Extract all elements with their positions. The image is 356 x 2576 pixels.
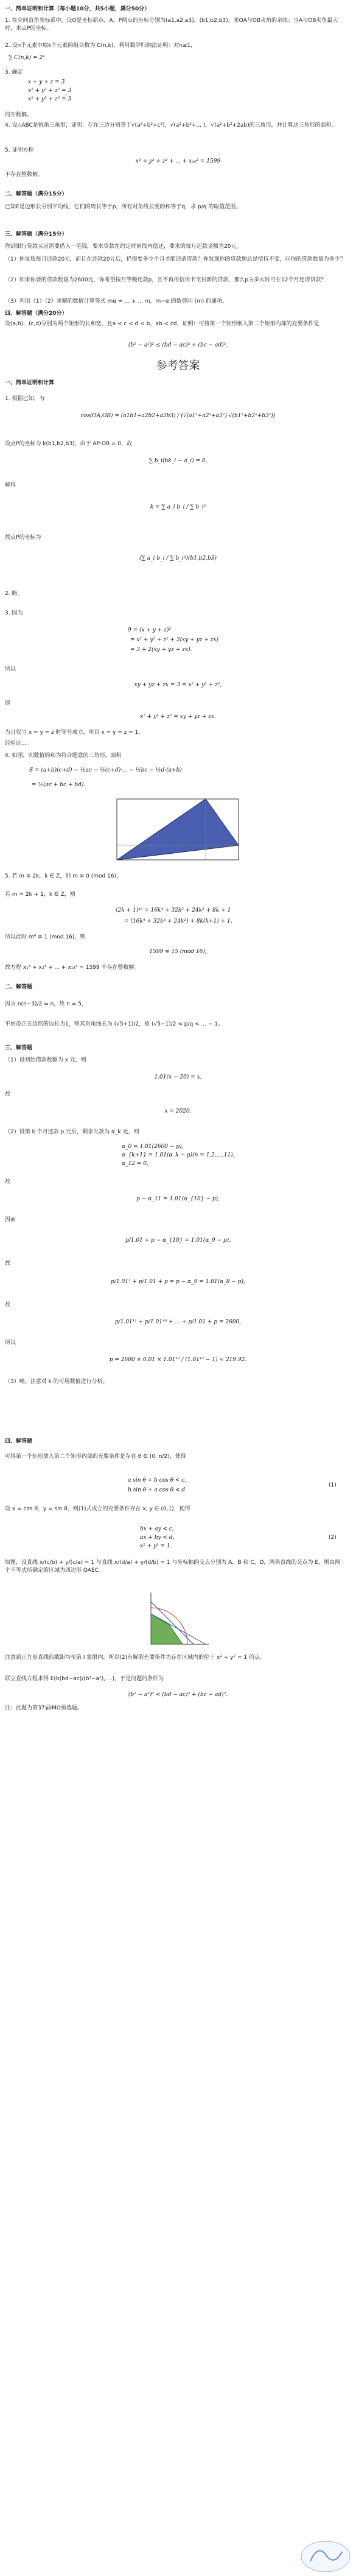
sys9b-line3: x² + y² = 1. — [140, 1543, 172, 1549]
label-jie: 解得 — [5, 482, 16, 488]
problem-6: 已知E是边形长分别平均线，它们的周长等于p，所有对角线长度的和等于q，求 p/q 的取值范围。 — [5, 204, 242, 210]
label-gu-3: 故 — [5, 1261, 11, 1267]
answer-3: 3. 因为 — [5, 610, 23, 616]
problem-7-2: （2）如果你要的贷款数量为2600元，你希望按月等额还款p，且不再用信用卡支付新的贷款，那么p为多大时可在12个月还清贷款？ — [5, 277, 327, 283]
problem-3: 3. 确定 — [5, 69, 23, 76]
answer-6b: 不妨设正五边形的边长为1，则其对角线长为 (√5+1)/2，故 (√5−1)/2 < p/q < ... − 1。 — [5, 1021, 224, 1027]
eq5-line2: = (16k⁴ + 32k³ + 24k²) + 8k(k+1) + 1, — [124, 918, 232, 924]
label-gu-4: 故 — [5, 1302, 11, 1308]
eq-number-2: (2) — [329, 1535, 337, 1541]
answer-2: 2. 略。 — [5, 591, 23, 597]
label-suoyi-2: 所以 — [5, 1340, 16, 1346]
problem-1: 1. 在空间直角坐标系中，设O是坐标原点，A，P两点的坐标分别为(a1,a2,a3)，(b1,b2,b3)，求OA与OB夹角的余弦；当A与OB夹角最大时，求点P的坐标。 — [5, 18, 338, 32]
answer-4: 4. 如图，则数值的和为符合题意的三角形，面积 — [5, 753, 122, 759]
eq7b: x = 2020. — [164, 1108, 192, 1114]
problem-2: 2. 设n个元素中取k个元素的组合数为 C(n,k)，利用数学归纳法证明：对n≥1， — [5, 43, 197, 49]
p-coordinates: (∑ a_i b_i / ∑ b_i²)(b1,b2,b3) — [139, 555, 217, 561]
answer-9d: 注意到正方形直线的截距均至第 I 象限内，所以(2)有解的充要条件为存在区域内的位于 x² + y² = 1 的点。 — [5, 1655, 265, 1661]
problem-5-end: 不存在整数解。 — [5, 172, 44, 178]
problem-7: 你到银行贷款买房需要借入一笔钱，要求贷款在约定时间段内偿还，要求的每月还款金额为20元。 — [5, 244, 242, 250]
answer-1b: 设点P的坐标为 k(b1,b2,b3)，由于 AP·OB = 0，故 — [5, 441, 133, 447]
answer-5: 5. 若 m ≡ 2k，k ∈ Z，则 m ≡ 0 (mod 16)， — [5, 873, 122, 879]
eq3-line1: 9 = (x + y + z)² — [128, 627, 172, 633]
region-figure — [145, 1589, 212, 1650]
system-eq-3: x⁵ + y⁵ + z⁵ = 3 — [28, 96, 72, 102]
label-suoyi: 所以 — [5, 666, 16, 672]
label-gu-2: 故 — [5, 1179, 11, 1185]
answer-5b: 若 m = 2k + 1，k ∈ Z，则 — [5, 892, 75, 898]
logo-watermark — [298, 2538, 353, 2575]
answer-8g: （3）略。注意对 k 的可用数值进行分析。 — [5, 1379, 108, 1385]
cos-formula: cos(OA,OB) = (a1b1+a2b2+a3b3) / (√(a1²+a2²+a3²)·√(b1²+b2²+b3²)) — [80, 413, 276, 419]
answer-9b: 设 x = cos θ，y = sin θ，则(1)式成立的充要条件存在 x, y ∈ (0,1)，使得 — [5, 1506, 190, 1512]
section-title-4: 四、解答题（满分20分） — [5, 311, 68, 317]
answer-section-2: 二、解答题 — [5, 984, 33, 990]
answer-section-4: 四、解答题 — [5, 1438, 33, 1445]
answer-1: 1. 根据已知，有 — [5, 396, 45, 402]
eq8e: p/1.01¹¹ + p/1.01¹⁰ + ... + p/1.01 + p = 2600, — [114, 1319, 242, 1325]
triangle-figure — [114, 797, 242, 864]
equation-8: (b² − a²)² ≤ (bd − ac)² + (bc − ad)². — [128, 342, 228, 348]
sum-equation: ∑ b_i(bk_i − a_i) = 0, — [148, 458, 208, 464]
k-formula: k = ∑ a_i b_i / ∑ b_i² — [150, 504, 206, 510]
problem-7-3: （3）利用（1）（2）求解的数值计算等式 mα = ... + ... m，m−α 的数剪问 (m) 的通项。 — [5, 298, 228, 304]
label-ji: 即 — [5, 700, 11, 706]
eq3c: x² + y² + z² = xy + yz + zx. — [140, 714, 216, 720]
answer-6: 因为 n(n−3)/2 = n，故 n = 5， — [5, 1001, 87, 1007]
answer-9e: 联立直线方程求得 E(b(bd−ac)/(b²−a²), ...)，于是问题的条件为 — [5, 1676, 164, 1682]
eq3b: xy + yz + zx = 3 = x² + y² + z², — [134, 682, 222, 688]
answer-3d: 当且仅当 x = y = z 时等号成立，所以 x = y = z = 1. — [5, 730, 141, 736]
eq4b: = ½(ac + bc + bd). — [32, 782, 86, 788]
problem-3-end: 的实数解。 — [5, 112, 33, 118]
eq8c: p/1.01 + p − α_{10} = 1.01(α_9 − p), — [125, 1237, 231, 1244]
eq7: 1.01(x − 20) = x, — [154, 1074, 202, 1080]
problem-5: 5. 证明方程 — [5, 147, 34, 153]
answer-3e: 经验证...。 — [5, 741, 32, 747]
label-yinr: 因而 — [5, 1217, 16, 1223]
answer-8: （2）设第 k 个月还款 p 元后，剩余欠款为 α_k 元，则 — [5, 1129, 139, 1135]
problem-7-1: （1）你发现每月还款20元，而且在还款20元后，仍需要多少个月才能还清贷款？你发现你的贷款额总是偿持不变，问你的贷款数量为多少？ — [5, 256, 346, 262]
eq8b: p − α_11 = 1.01(α_{10} − p), — [136, 1196, 220, 1202]
answer-5d: 故方程 x₁⁴ + x₂⁴ + ... + x₁₄⁴ = 1599 不存在整数解。 — [5, 965, 140, 971]
answer-9: 可将第一个矩形放入第二个矩形内部的充要条件是存在 θ ∈ (0, π/2)，使得 — [5, 1454, 186, 1460]
section-title-1: 一、简单证明和计算（每小题10分，共5小题，满分50分） — [5, 6, 150, 12]
eq4: S = (a+b)(c+d) − ½ac − ½(c+d)·... − ½bc − ½d·(a+b) — [29, 767, 182, 773]
problem-8: 设(a,b)，(c,d)分别为两个矩形的长和宽，且a < c < d < b，ab < cd，证明：可将第一个矩形嵌入第二个矩形内部的充要条件是 — [5, 321, 319, 327]
equation-2: ∑ C(n,k) = 2ⁿ — [9, 55, 45, 61]
eq5c: 1599 ≡ 15 (mod 16), — [149, 949, 207, 955]
system-eq-2: x² + y² + z² = 3 — [28, 88, 72, 94]
equation-5: x³ + y³ + z³ + ... + x₁₀³ = 1599 — [135, 158, 221, 164]
section-title-3: 三、解答题（满分15分） — [5, 231, 68, 238]
answer-5c: 所以此时 m⁴ ≡ 1 (mod 16)，则 — [5, 934, 86, 940]
sys9b-line1: bx + ay < c, — [140, 1526, 174, 1532]
eq8d: p/1.01² + p/1.01 + p = p − α_9 = 1.01(α_8 − p), — [111, 1279, 245, 1285]
sys9-line1: a sin θ + b cos θ < c, — [128, 1477, 187, 1483]
eq9: (b² − a²)² < (bd − ac)² + (bc − ad)². — [128, 1692, 228, 1698]
system-eq-1: x + y + z = 3 — [28, 79, 65, 85]
answer-7: （1）设初始借款数额为 x 元，则 — [5, 1057, 86, 1063]
answer-9f: 注：此题为第37届IMO预选题。 — [5, 1705, 83, 1711]
eq8-line2: α_{k+1} = 1.01(α_k − p)(n = 1,2,…,11), — [122, 1152, 235, 1158]
answer-section-1: 一、简单证明和计算 — [5, 380, 55, 386]
eq5-line1: (2k + 1)¹⁰ = 16k⁴ + 32k³ + 24k² + 8k + 1 — [116, 907, 231, 913]
answer-1c: 故点P的坐标为 — [5, 535, 41, 541]
eq3-line3: = 3 + 2(xy + yz + zx). — [130, 647, 192, 653]
sys9b-line2: ax + by < d, — [140, 1535, 175, 1541]
answer-9c: 如图，设直线 x/(c/b) + y/(c/a) = 1 与直线 x/(d/a) + y/(d/b) = 1 与坐标轴的交点分别为 A，B 和 C，D，两条直线的交点为 E，则由两个不等式所确定的区域为四边形 OAEC。 — [5, 1560, 341, 1574]
eq-number-1: (1) — [329, 1482, 337, 1488]
label-gu: 故 — [5, 1091, 11, 1097]
section-title-2: 二、解答题（满分15分） — [5, 191, 68, 197]
eq3-line2: = x² + y² + z² + 2(xy + yz + zx) — [130, 637, 218, 643]
answer-heading: 参考答案 — [156, 359, 200, 372]
eq8-line3: α_12 = 0, — [122, 1161, 148, 1167]
problem-4: 4. 设△ABC是锐角三角形，证明：存在三边分别等于√(a²+b²+c²)，√(a²+b²+... )，√(a²+b²+2ab)的三角形，并计算这三角形的面积。 — [5, 122, 337, 128]
answer-section-3: 三、解答题 — [5, 1045, 33, 1051]
sys9-line2: b sin θ + a cos θ < d. — [128, 1487, 187, 1493]
eq8f: p = 2600 × 0.01 × 1.01¹² / (1.01¹² − 1) ≈ 219.92. — [109, 1357, 247, 1363]
eq8-line1: α_0 = 1.01(2600 − p), — [122, 1144, 184, 1150]
